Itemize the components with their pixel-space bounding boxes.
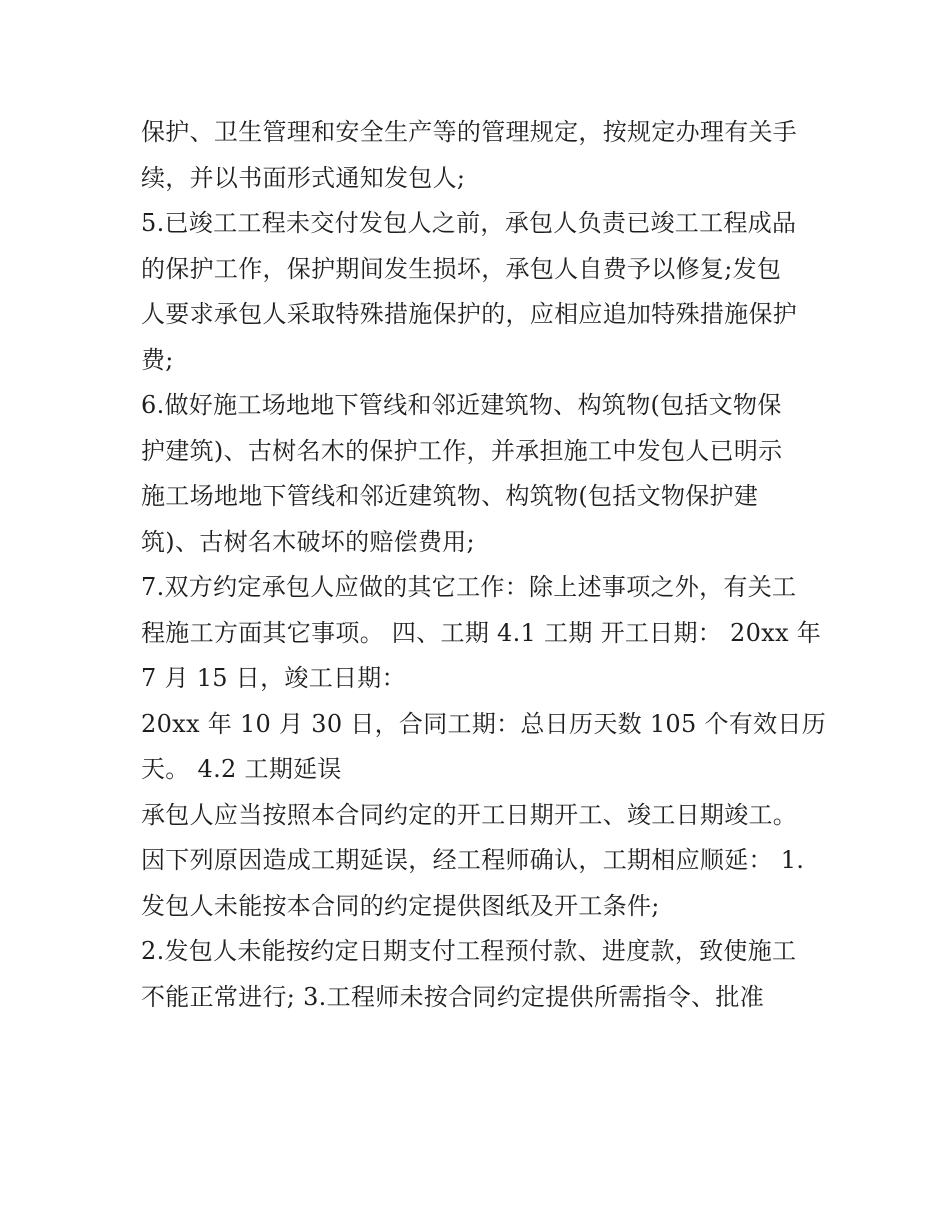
text-line: 筑)、古树名木破坏的赔偿费用; (141, 527, 475, 556)
text-line: 6.做好施工场地地下管线和邻近建筑物、构筑物(包括文物保 (141, 391, 782, 419)
text-line: 施工场地地下管线和邻近建筑物、构筑物(包括文物保护建 (141, 482, 759, 510)
text-line: 保护、卫生管理和安全生产等的管理规定，按规定办理有关手 (141, 118, 798, 146)
text-line: 5.已竣工工程未交付发包人之前，承包人负责已竣工工程成品 (141, 209, 797, 237)
text-line: 护建筑)、古树名木的保护工作，并承担施工中发包人已明示 (141, 436, 783, 465)
text-line: 发包人未能按本合同的约定提供图纸及开工条件; (141, 891, 660, 920)
text-line: 7.双方约定承包人应做的其它工作：除上述事项之外，有关工 (141, 573, 797, 601)
text-line: 因下列原因造成工期延误，经工程师确认，工期相应顺延： 1. (141, 846, 805, 874)
text-line: 人要求承包人采取特殊措施保护的，应相应追加特殊措施保护 (141, 300, 798, 328)
text-line: 费; (141, 345, 174, 374)
text-line: 的保护工作，保护期间发生损坏，承包人自费予以修复;发包 (141, 254, 782, 283)
text-line: 承包人应当按照本合同约定的开工日期开工、竣工日期竣工。 (141, 800, 798, 829)
text-line: 续，并以书面形式通知发包人; (141, 163, 466, 192)
text-line: 天。 4.2 工期延误 (141, 755, 342, 783)
text-line: 2.发包人未能按约定日期支付工程预付款、进度款，致使施工 (141, 937, 797, 965)
document-body (141, 110, 826, 1020)
text-line: 不能正常进行; 3.工程师未按合同约定提供所需指令、批准 (141, 982, 765, 1011)
text-line: 7 月 15 日，竣工日期： (141, 664, 406, 692)
text-line: 程施工方面其它事项。 四、工期 4.1 工期 开工日期： 20xx 年 (141, 618, 822, 647)
text-line: 20xx 年 10 月 30 日，合同工期：总日历天数 105 个有效日历 (141, 709, 826, 738)
